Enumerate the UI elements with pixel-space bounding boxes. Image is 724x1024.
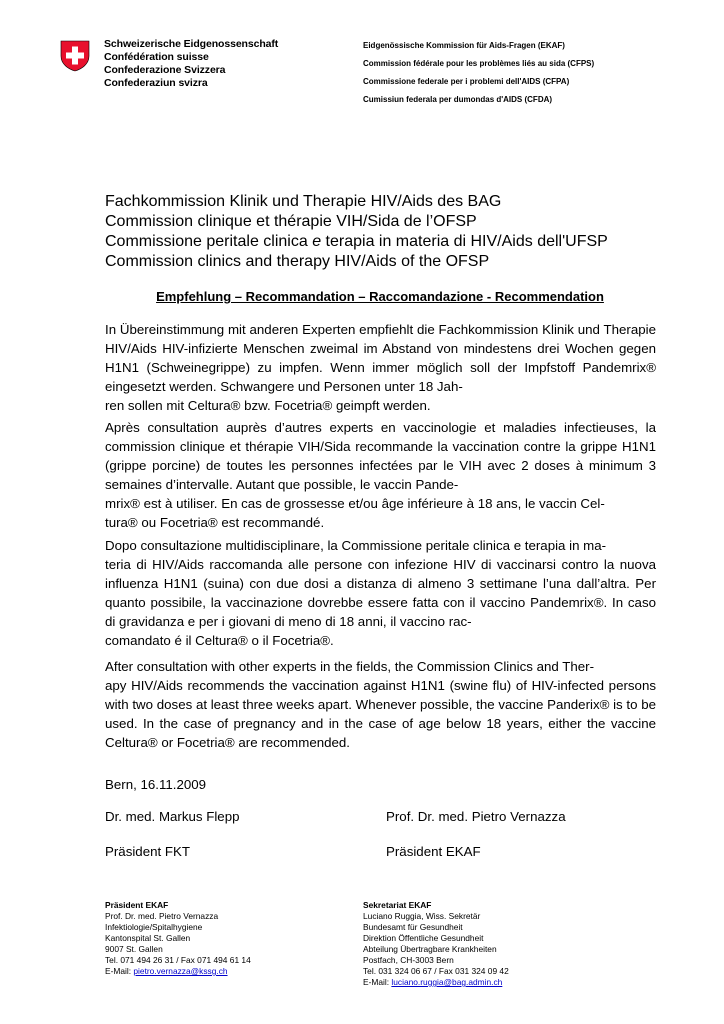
confederation-line-rm: Confederaziun svizra — [104, 77, 208, 89]
footer-right-line: Luciano Ruggia, Wiss. Sekretär — [363, 911, 481, 921]
footer-left — [105, 900, 345, 977]
footer-right-heading: Sekretariat EKAF — [363, 900, 432, 910]
paragraph-de: In Übereinstimmung mit anderen Experten empfiehlt die Fachkommission Klinik und Therapie HIV/Aids HIV-infizierte Menschen zweimal im Abstand von mindestens drei Wochen gegen H1N1 (Schweinegrippe) zu impfen. Wenn immer möglich soll der Impfstoff Pandemrix® eingesetzt werden. Schwangere und Personen unter 18 Jah- ren sollen mit Celtura® bzw. Focetria® geimpft werden. — [105, 322, 656, 413]
commission-names — [363, 40, 703, 112]
title-it — [105, 232, 685, 252]
document-titles — [105, 192, 685, 272]
place-date: Bern, 16.11.2009 — [105, 777, 207, 792]
paragraph-it: Dopo consultazione multidisciplinare, la Commissione peritale clinica e terapia in ma- teria di HIV/Aids raccomanda alle persone con infezione HIV di vaccinarsi contro la nuova influenza H1N1 (suina) con due dosi a distanza di almeno 3 settimane l’una dall’altra. Per quanto possibile, la vaccinazione dovrebbe essere fatta con il vaccino Pandemrix®. In caso di gravidanza e per i giovani di meno di 18 anni, il vaccino rac- comandato é il Celtura® o il Focetria®. — [105, 538, 656, 648]
footer-right-line: Tel. 031 324 06 67 / Fax 031 324 09 42 — [363, 966, 509, 976]
commission-line-rm: Cumissiun federala per dumondas d'AIDS (CFDA) — [363, 95, 553, 104]
commission-line-de: Eidgenössische Kommission für Aids-Fragen (EKAF) — [363, 41, 565, 50]
paragraph-en: After consultation with other experts in the fields, the Commission Clinics and Ther- apy HIV/Aids recommends the vaccination against H1N1 (swine flu) of HIV-infected persons with two doses at least three weeks apart. Whenever possible, the vaccine Panderix® is to be used. In the case of pregnancy and in the case of age below 18 years, either the vaccine Celtura® or Focetria® are recommended. — [105, 659, 656, 750]
footer-right-email-link[interactable]: luciano.ruggia@bag.admin.ch — [391, 977, 503, 987]
footer-right-line: Abteilung Übertragbare Krankheiten — [363, 944, 497, 954]
commission-line-fr: Commission fédérale pour les problèmes liés au sida (CFPS) — [363, 59, 595, 68]
footer-left-line: 9007 St. Gallen — [105, 944, 163, 954]
footer-right-email-label: E-Mail: — [363, 977, 392, 987]
footer-right-line: Direktion Öffentliche Gesundheit — [363, 933, 484, 943]
footer-left-line: Kantonspital St. Gallen — [105, 933, 191, 943]
swiss-coat-of-arms-icon — [60, 40, 90, 72]
confederation-names — [104, 38, 304, 90]
title-it-e: e — [312, 233, 322, 250]
footer-right — [363, 900, 623, 988]
title-en: Commission clinics and therapy HIV/Aids of the OFSP — [105, 253, 490, 270]
title-de: Fachkommission Klinik und Therapie HIV/Aids des BAG — [105, 193, 502, 210]
paragraph-fr: Après consultation auprès d’autres experts en vaccinologie et maladies infectieuses, la commission clinique et thérapie VIH/Sida recommande la vaccination contre la grippe H1N1 (grippe porcine) de toutes les personnes infectées par le VIH avec 2 doses à minimum 3 semaines d’intervalle. Autant que possible, le vaccin Pande- mrix® est à utiliser. En cas de grossesse et/ou âge inférieure à 18 ans, le vaccin Cel- tura® ou Focetria® est recommandé. — [105, 420, 656, 530]
confederation-line-fr: Confédération suisse — [104, 51, 209, 63]
confederation-line-it: Confederazione Svizzera — [104, 64, 226, 76]
footer-left-heading: Präsident EKAF — [105, 900, 169, 910]
title-fr: Commission clinique et thérapie VIH/Sida de l’OFSP — [105, 213, 477, 230]
title-it-prefix: Commissione peritale clinica — [105, 233, 313, 250]
subject-heading: Empfehlung – Recommandation – Raccomandazione - Recommendation — [156, 289, 604, 304]
title-it-suffix: terapia in materia di HIV/Aids dell'UFSP — [321, 233, 608, 250]
footer-left-line: Prof. Dr. med. Pietro Vernazza — [105, 911, 219, 921]
footer-left-line: Infektiologie/Spitalhygiene — [105, 922, 203, 932]
signatory-1-role: Präsident FKT — [105, 844, 190, 859]
footer-right-line: Bundesamt für Gesundheit — [363, 922, 463, 932]
footer-right-email-row — [363, 977, 623, 988]
footer-left-line: Tel. 071 494 26 31 / Fax 071 494 61 14 — [105, 955, 251, 965]
footer-left-email-row — [105, 966, 345, 977]
commission-line-it: Commissione federale per i problemi dell'AIDS (CFPA) — [363, 77, 570, 86]
confederation-line-de: Schweizerische Eidgenossenschaft — [104, 38, 279, 50]
footer-left-email-label: E-Mail: — [105, 966, 134, 976]
footer-left-email-link[interactable]: pietro.vernazza@kssg.ch — [133, 966, 228, 976]
signatory-2-name: Prof. Dr. med. Pietro Vernazza — [386, 809, 566, 824]
signatory-1-name: Dr. med. Markus Flepp — [105, 809, 240, 824]
footer-right-line: Postfach, CH-3003 Bern — [363, 955, 454, 965]
signatory-2-role: Präsident EKAF — [386, 844, 481, 859]
